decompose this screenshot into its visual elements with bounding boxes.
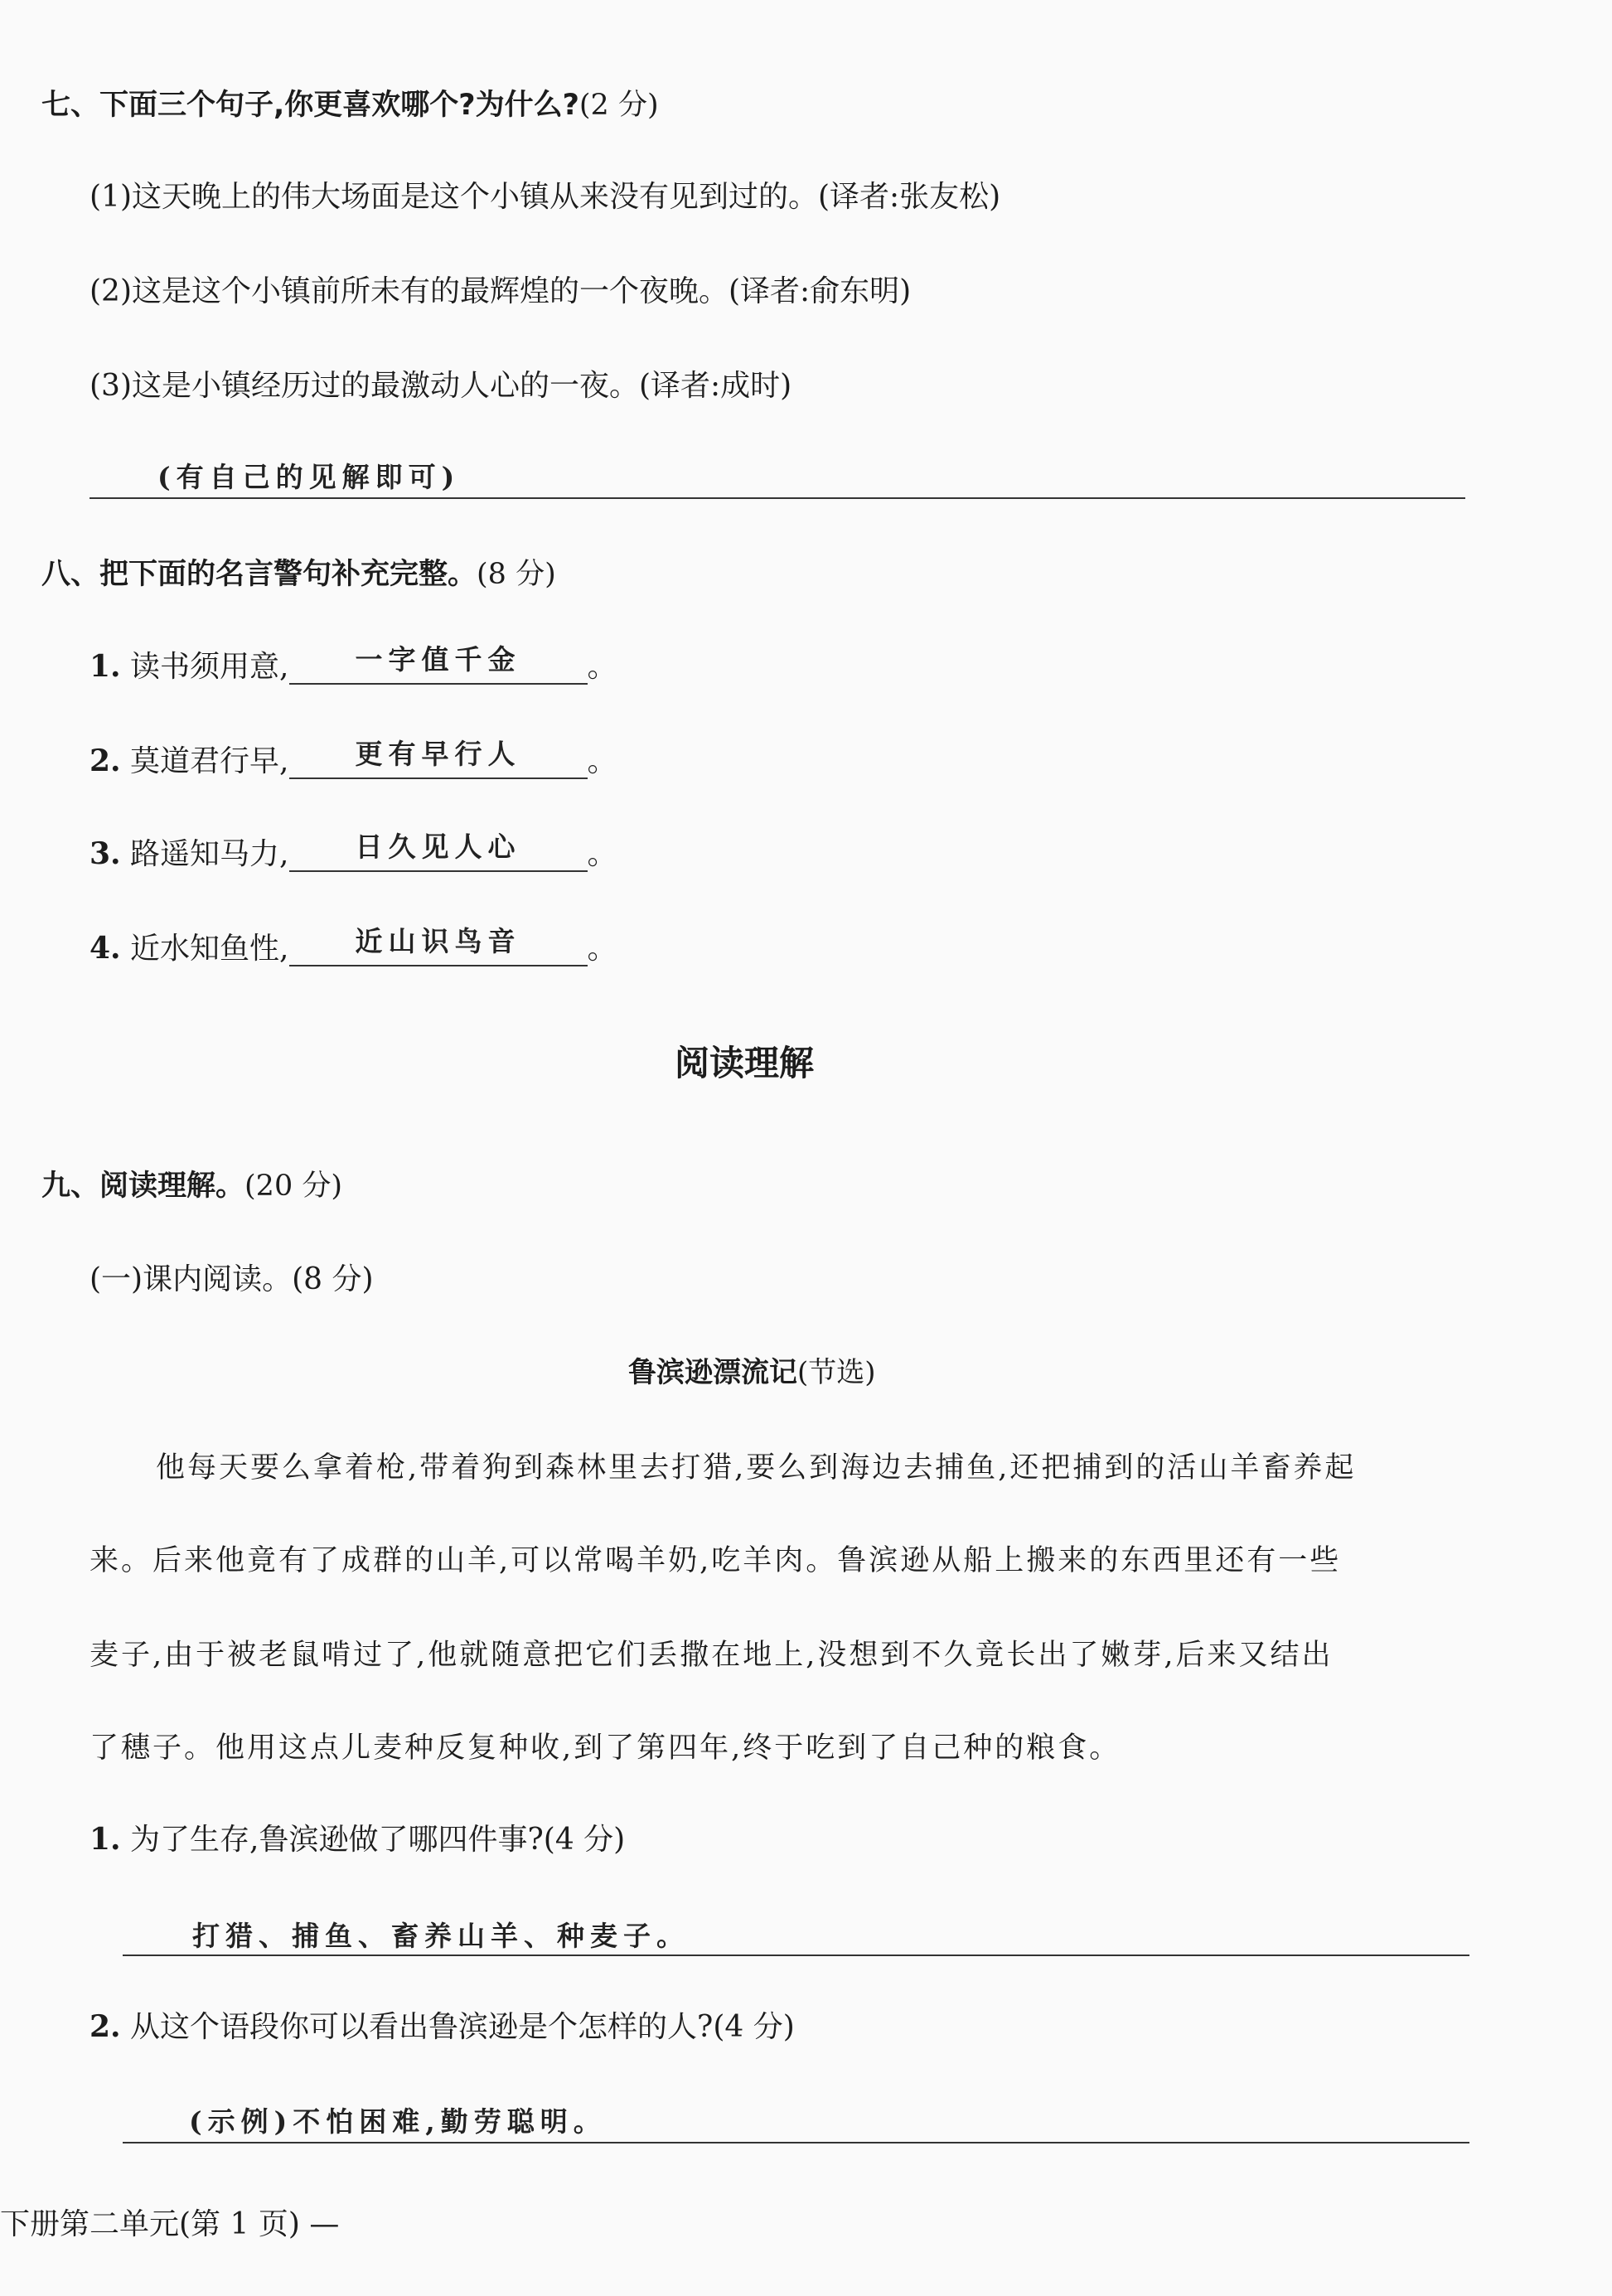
page-footer: 下册第二单元(第 1 页) — bbox=[0, 2207, 340, 2241]
q7-answer-line bbox=[90, 497, 1465, 499]
q7-sentence-1: (1)这天晚上的伟大场面是这个小镇从来没有见到过的。(译者:张友松) bbox=[90, 180, 1001, 214]
q7-title: 七、下面三个句子,你更喜欢哪个?为什么?(2 分) bbox=[41, 89, 659, 122]
section-title: 阅读理解 bbox=[675, 1043, 815, 1083]
passage-line-3: 麦子,由于被老鼠啃过了,他就随意把它们丢撒在地上,没想到不久竟长出了嫩芽,后来又结出 bbox=[90, 1639, 1334, 1672]
passage-line-1: 他每天要么拿着枪,带着狗到森林里去打猎,要么到海边去捕鱼,还把捕到的活山羊畜养起 bbox=[156, 1451, 1357, 1485]
passage-line-2: 来。后来他竟有了成群的山羊,可以常喝羊奶,吃羊肉。鲁滨逊从船上搬来的东西里还有一些 bbox=[90, 1544, 1342, 1577]
q8-blank-4: 近山识鸟音 bbox=[289, 927, 588, 966]
passage-title: 鲁滨逊漂流记 bbox=[628, 1356, 797, 1389]
q8-blank-1: 一字值千金 bbox=[289, 645, 588, 685]
q7-answer: (有自己的见解即可) bbox=[157, 461, 461, 493]
q8-item-3: 3. 路遥知马力, 日久见人心 。 bbox=[90, 831, 617, 871]
passage-heading bbox=[628, 1356, 876, 1390]
q8-title: 八、把下面的名言警句补充完整。(8 分) bbox=[41, 558, 556, 591]
q9-part1-label: (一)课内阅读。(8 分) bbox=[90, 1262, 374, 1296]
q7-sentence-2: (2)这是这个小镇前所未有的最辉煌的一个夜晚。(译者:俞东明) bbox=[90, 274, 912, 308]
q9-sub-q2-line bbox=[123, 2142, 1469, 2143]
q9-sub-q1-answer: 打猎、捕鱼、畜养山羊、种麦子。 bbox=[192, 1920, 690, 1952]
q9-sub-q2-answer: (示例)不怕困难,勤劳聪明。 bbox=[189, 2105, 607, 2138]
q9-sub-q1-line bbox=[123, 1955, 1469, 1956]
passage-line-4: 了穗子。他用这点儿麦种反复种收,到了第四年,终于吃到了自己种的粮食。 bbox=[90, 1732, 1121, 1765]
q7-sentence-3: (3)这是小镇经历过的最激动人心的一夜。(译者:成时) bbox=[90, 369, 792, 403]
q9-sub-q2: 2. 从这个语段你可以看出鲁滨逊是个怎样的人?(4 分) bbox=[90, 2009, 795, 2044]
q8-blank-3: 日久见人心 bbox=[289, 832, 588, 872]
q8-item-4: 4. 近水知鱼性, 近山识鸟音 。 bbox=[90, 925, 617, 966]
q9-title: 九、阅读理解。(20 分) bbox=[41, 1170, 342, 1203]
q8-blank-2: 更有早行人 bbox=[289, 739, 588, 779]
q8-item-1: 1. 读书须用意, 一字值千金 。 bbox=[90, 643, 617, 684]
passage-subtitle: (节选) bbox=[797, 1356, 876, 1389]
q8-item-2: 2. 莫道君行早, 更有早行人 。 bbox=[90, 738, 617, 778]
q9-sub-q1: 1. 为了生存,鲁滨逊做了哪四件事?(4 分) bbox=[90, 1822, 626, 1857]
